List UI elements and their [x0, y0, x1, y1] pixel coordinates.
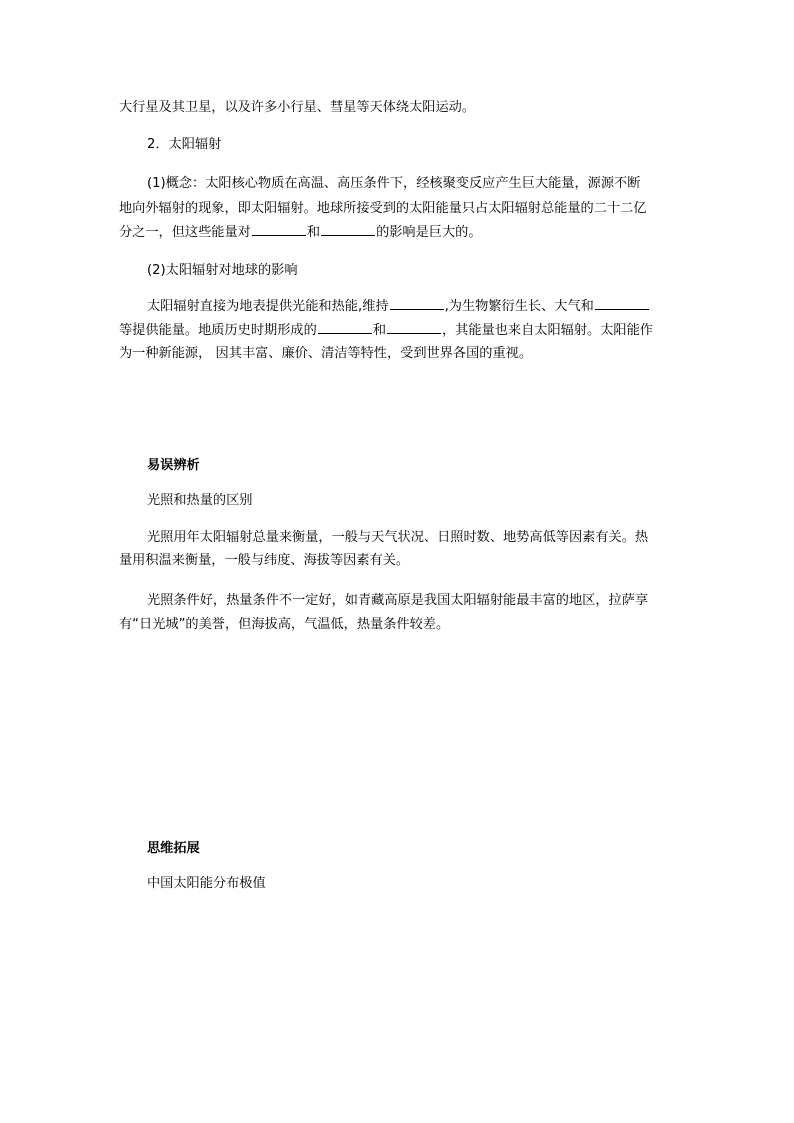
impact-text-a: 太阳辐射直接为地表提供光能和热能,维持	[147, 299, 389, 314]
fill-blank	[390, 297, 444, 310]
errors-p1-line-1: 光照用年太阳辐射总量来衡量，一般与天气状况、日照时数、地势高低等因素有关。热	[147, 530, 649, 545]
impact-line-1	[147, 297, 650, 316]
section-subtitle-light-heat: 光照和热量的区别	[147, 493, 253, 508]
impact-text-d: 和	[372, 323, 386, 338]
fill-blank	[387, 321, 441, 334]
impact-text-c: 等提供能量。地质历史时期形成的	[119, 323, 317, 338]
impact-text-e: ，其能量也来自太阳辐射。太阳能作	[442, 323, 653, 338]
fill-blank	[318, 321, 372, 334]
concept-text-c: 的影响是巨大的。	[376, 225, 482, 240]
section-title-common-errors: 易误辨析	[147, 458, 200, 473]
impact-line-3: 为一种新能源， 因其丰富、廉价、清洁等特性，受到世界各国的重视。	[119, 346, 533, 361]
section-title-thinking-extension: 思维拓展	[147, 841, 200, 856]
errors-p2-line-1: 光照条件好，热量条件不一定好，如青藏高原是我国太阳辐射能最丰富的地区，拉萨享	[147, 593, 649, 608]
section-subtitle-solar-extremes: 中国太阳能分布极值	[147, 876, 266, 891]
concept-text-b: 和	[306, 225, 321, 240]
impact-text-b: ,为生物繁衍生长、大气和	[444, 299, 594, 314]
concept-line-2: 地向外辐射的现象，即太阳辐射。地球所接受到的太阳能量只占太阳辐射总能量的二十二亿	[119, 201, 647, 216]
fill-blank	[252, 223, 306, 236]
fill-blank	[321, 223, 375, 236]
errors-p2-line-2: 有“日光城”的美誉，但海拔高，气温低，热量条件较差。	[119, 617, 450, 632]
concept-text-a: 分之一，但这些能量对	[119, 225, 251, 240]
section-heading-solar-radiation: 2．太阳辐射	[147, 137, 222, 152]
concept-line-1: (1)概念：太阳核心物质在高温、高压条件下，经核聚变反应产生巨大能量，源源不断	[147, 176, 641, 191]
impact-heading: (2)太阳辐射对地球的影响	[147, 263, 298, 278]
paragraph-continuation: 大行星及其卫星，以及许多小行星、彗星等天体绕太阳运动。	[119, 100, 476, 115]
errors-p1-line-2: 量用积温来衡量，一般与纬度、海拔等因素有关。	[119, 553, 410, 568]
concept-line-3	[119, 223, 482, 242]
fill-blank	[595, 297, 649, 310]
impact-line-2	[119, 321, 653, 340]
